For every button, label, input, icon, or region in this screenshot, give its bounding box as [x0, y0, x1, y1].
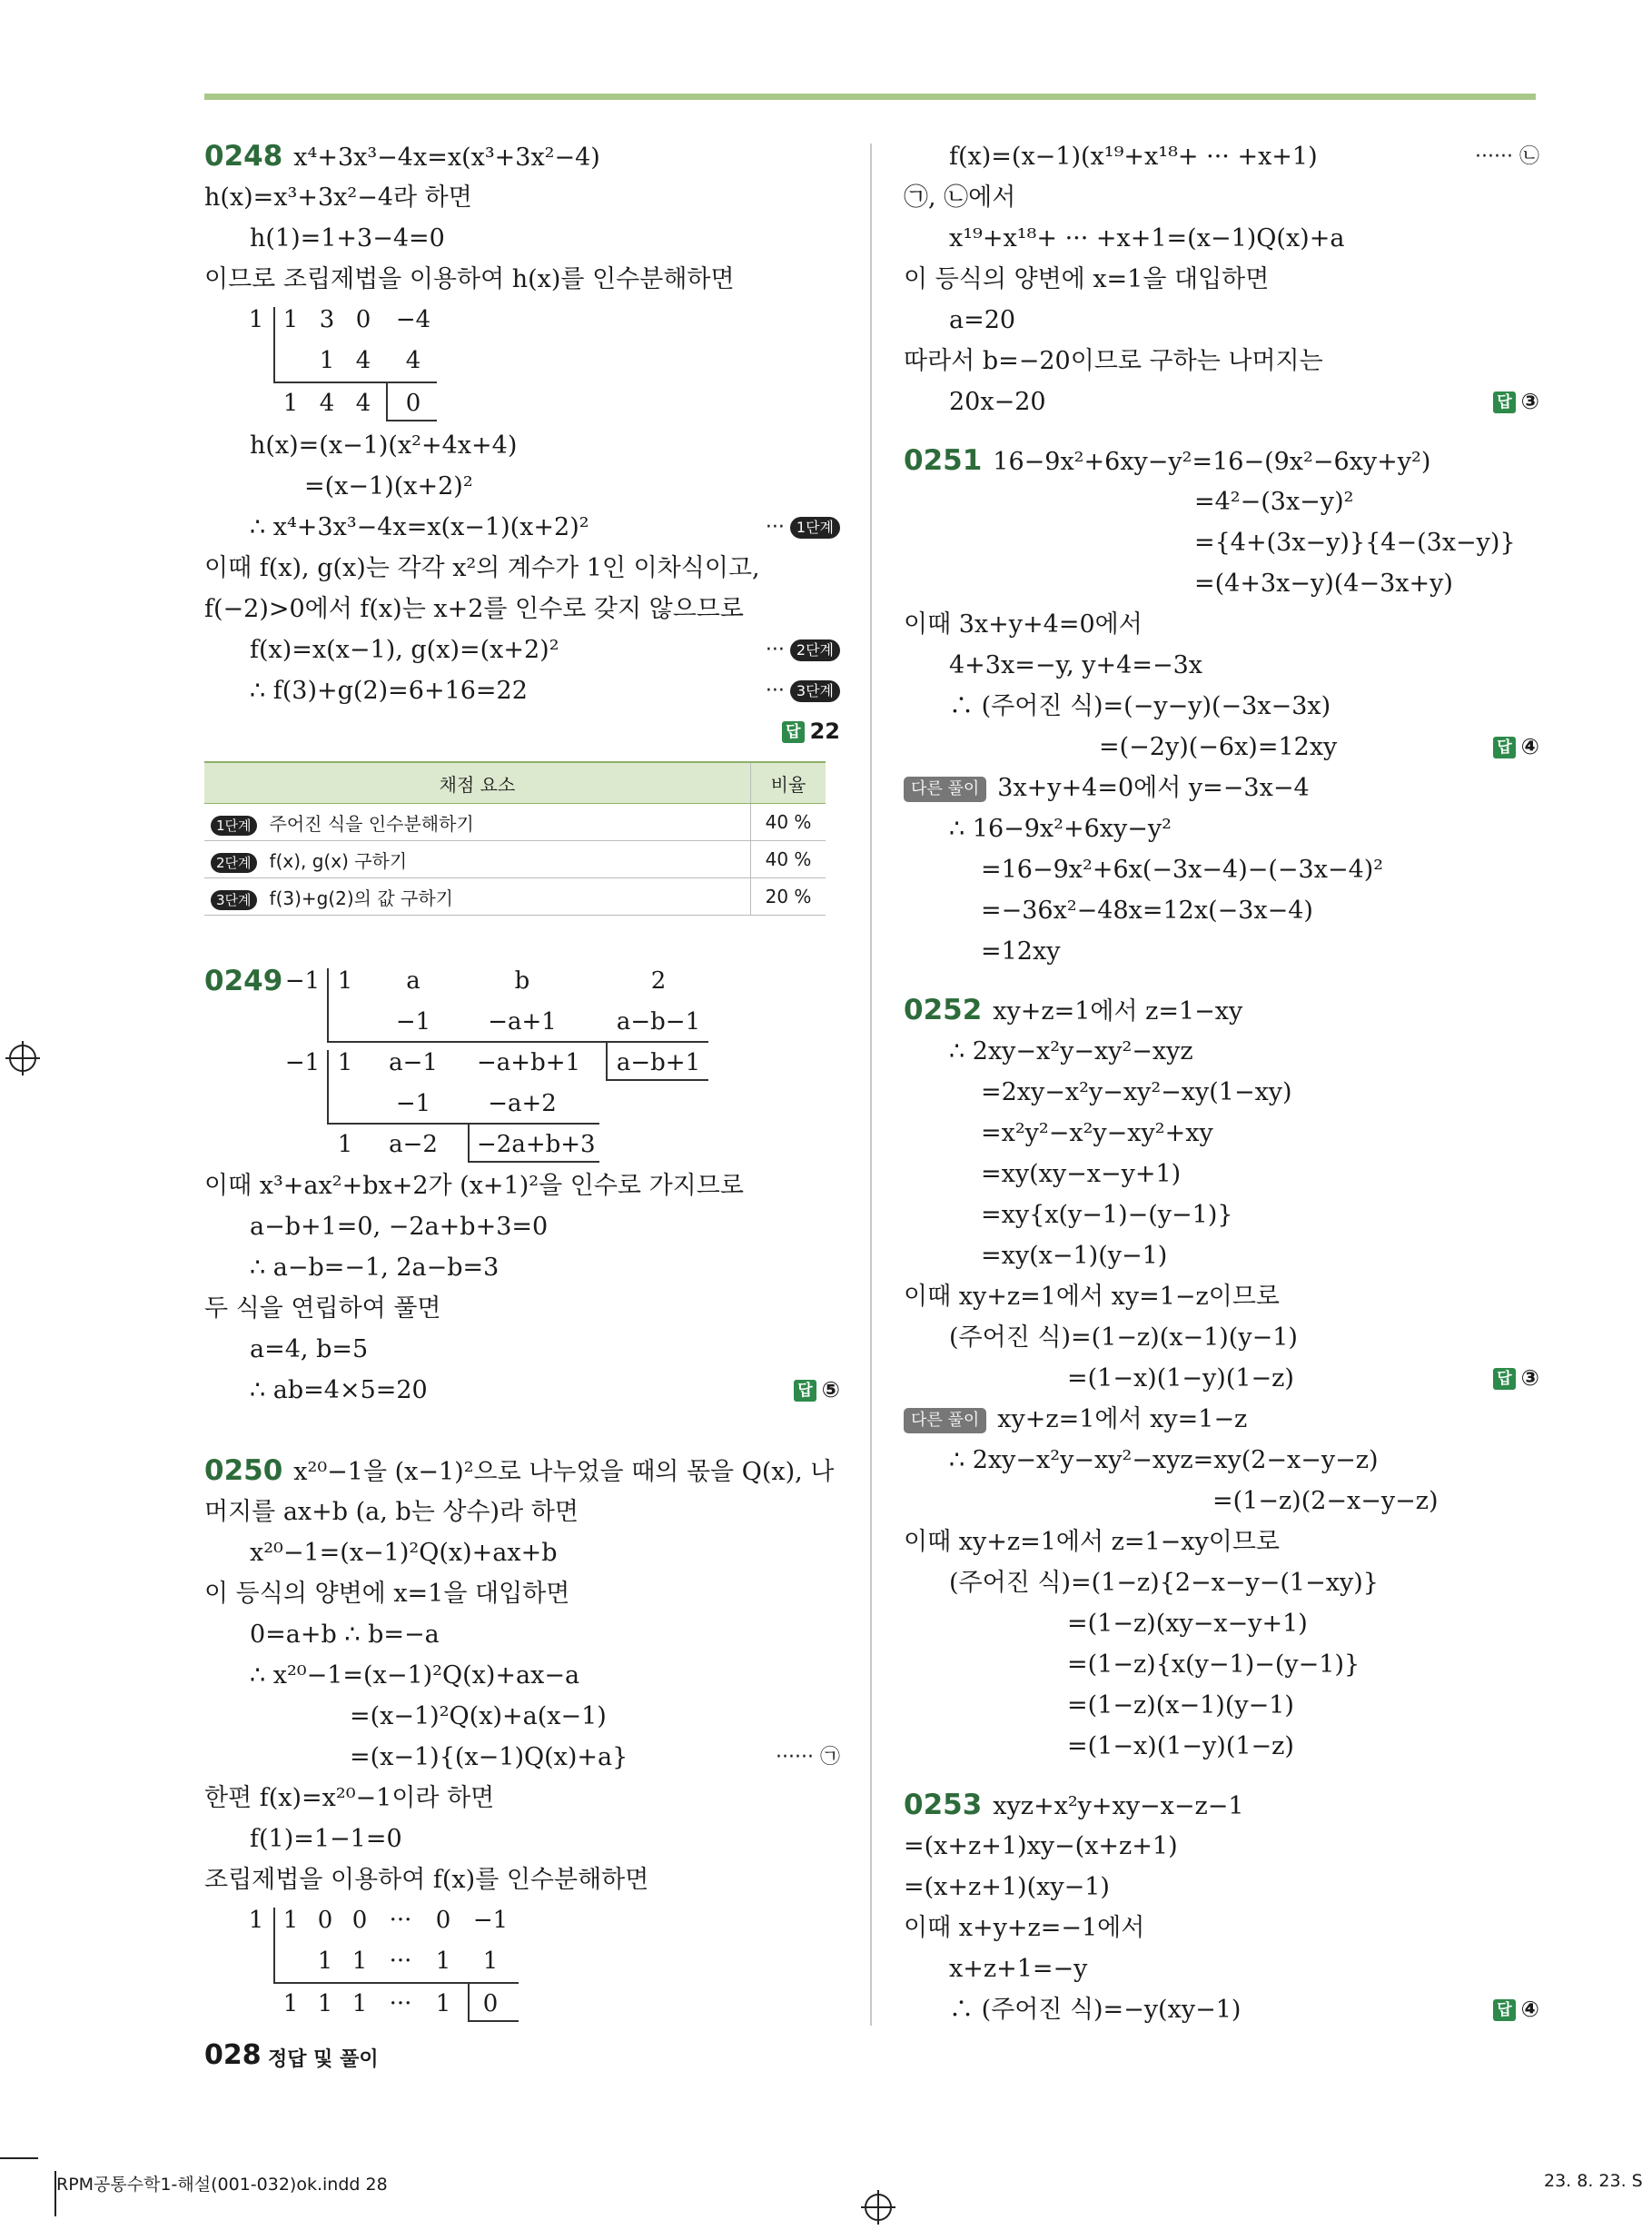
- synthetic-division: 1 1 3 0 −4 1 4 4 1 4 4 0: [204, 300, 840, 425]
- p248-line: 이때 f(x), g(x)는 각각 x²의 계수가 1인 이차식이고,: [204, 554, 760, 582]
- p248-line: f(x)=x(x−1), g(x)=(x+2)² ··· 2단계: [204, 629, 840, 670]
- alt-solution-badge: 다른 풀이: [904, 777, 986, 802]
- registration-mark-icon: [865, 2194, 892, 2221]
- p248-answer: [204, 711, 840, 752]
- answer: 답 ④: [1493, 1989, 1539, 2030]
- answer: 답 ④: [1493, 727, 1539, 768]
- print-date: 23. 8. 23. S: [1544, 2171, 1643, 2191]
- p248-line: f(−2)>0에서 f(x)는 x+2를 인수로 갖지 않으므로: [204, 595, 744, 623]
- synthetic-division: 1 1 0 0 ··· 0 −1 1 1 ··· 1 1 1 1 1 ··· 1 0: [204, 1900, 840, 2026]
- left-column: [204, 136, 840, 752]
- p249-line: ∴ a−b=−1, 2a−b=3: [250, 1254, 500, 1282]
- p248-line: 이므로 조립제법을 이용하여 h(x)를 인수분해하면: [204, 265, 735, 293]
- p248-line: 0248 x⁴+3x³−4x=x(x³+3x²−4): [204, 140, 600, 173]
- p249-block: [204, 961, 840, 1411]
- answer: 답 ③: [1493, 382, 1539, 422]
- answer: 답 ⑤: [794, 1370, 840, 1411]
- print-slug: RPM공통수학1-해설(001-032)ok.indd 28: [56, 2175, 388, 2195]
- p250-block: 0250 x²⁰−1을 (x−1)²으로 나누었을 때의 몫을 Q(x), 나 머지를 ax+b (a, b는 상수)라 하면 x²⁰−1=(x−1)²Q(x)+ax+b 이 등식의 양변에 x=1을 대입하면 0=a+b ∴ b=−a ∴ x²⁰−1=(x−1)²Q(x)+ax−a =(x−1)²Q(x)+a(x−1) =(x−1){(x−1)Q(x)+a} ······ ㉠ 한편 f(x)=x²⁰−1이라 하면 f(1)=1−1=0 조립제법을 이용하여 f(x)를 인수분해하면 1 1 0 0 ··· 0 −1 1 1 ··· 1 1 1 1 1 ··· 1 0: [204, 1451, 840, 2026]
- step-marker: ··· 1단계: [766, 507, 840, 548]
- crop-mark: [54, 2171, 56, 2216]
- crop-mark: [0, 2157, 38, 2159]
- p248-line: h(x)=(x−1)(x²+4x+4): [250, 431, 518, 460]
- column-divider: [870, 144, 872, 2026]
- problem-number: 0248: [204, 140, 283, 173]
- right-column: f(x)=(x−1)(x¹⁹+x¹⁸+ ··· +x+1) ······ ㉡ ㉠, ㉡에서 x¹⁹+x¹⁸+ ··· +x+1=(x−1)Q(x)+a 이 등식의 양변에 x=1을 대입하면 a=20 따라서 b=−20이므로 구하는 나머지는 20x−20 답 ③ 0251 16−9x²+6xy−y²=16−(9x²−6xy+y²) =4²−(3x−y)² ={4+(3x−y)}{4−(3x−y)} =(4+3x−y)(4−3x+y) 이때 3x+y+4=0에서 4+3x=−y, y+4=−3x ∴ (주어진 식)=(−y−y)(−3x−3x) =(−2y)(−6x)=12xy 답 ④ 다른 풀이 3x+y+4=0에서 y=−3x−4 ∴ 16−9x²+6xy−y² =16−9x²+6x(−3x−4)−(−3x−4)² =−36x²−48x=12x(−3x−4) =12xy 0252 xy+z=1에서 z=1−xy ∴ 2xy−x²y−xy²−xyz =2xy−x²y−xy²−xy(1−xy) =x²y²−x²y−xy²+xy =xy(xy−x−y+1) =xy{x(y−1)−(y−1)} =xy(x−1)(y−1) 이때 xy+z=1에서 xy=1−z이므로 (주어진 식)=(1−z)(x−1)(y−1) =(1−x)(1−y)(1−z) 답 ③ 다른 풀이 xy+z=1에서 xy=1−z ∴ 2xy−x²y−xy²−xyz=xy(2−x−y−z) =(1−z)(2−x−y−z) 이때 xy+z=1에서 z=1−xy이므로 (주어진 식)=(1−z){2−x−y−(1−xy)} =(1−z)(xy−x−y+1) =(1−z){x(y−1)−(y−1)} =(1−z)(x−1)(y−1) =(1−x)(1−y)(1−z) 0253 xyz+x²y+xy−x−z−1 =(x+z+1)xy−(x+z+1) =(x+z+1)(xy−1) 이때 x+y+z=−1에서 x+z+1=−y ∴ (주어진 식)=−y(xy−1) 답 ④: [904, 136, 1539, 2030]
- step-marker: ··· 3단계: [766, 670, 840, 711]
- p248-line: ∴ f(3)+g(2)=6+16=22 ··· 3단계: [204, 670, 840, 711]
- p248-line: h(1)=1+3−4=0: [250, 224, 445, 253]
- page-label: 정답 및 풀이: [268, 2048, 379, 2071]
- page-number: 028: [204, 2039, 262, 2071]
- p248-line: ∴ x⁴+3x³−4x=x(x−1)(x+2)² ··· 1단계: [204, 507, 840, 548]
- top-rule: [204, 94, 1536, 100]
- p249-line: a−b+1=0, −2a+b+3=0: [250, 1213, 549, 1241]
- alt-solution-badge: 다른 풀이: [904, 1408, 986, 1433]
- p249-line: 두 식을 연립하여 풀면: [204, 1294, 441, 1323]
- answer: 답 22: [782, 711, 840, 752]
- scoring-table: 채점 요소 비율 1단계 주어진 식을 인수분해하기 40 % 2단계 f(x), g(x) 구하기 40 % 3단계 f(3)+g(2)의 값 구하기 20 %: [204, 761, 826, 916]
- p249-line: ∴ ab=4×5=20 답 ⑤: [204, 1370, 840, 1411]
- divisor: 1: [248, 306, 264, 333]
- step-marker: ··· 2단계: [766, 629, 840, 670]
- synthetic-division: 0249 −1 1 a b 2 −1 −a+1 a−b−1 −1 1 a−1 −a+b+1 a−b+1 −1 −a+2 1 a−2 −2a+b+3: [204, 961, 840, 1165]
- answer: 답 ③: [1493, 1358, 1539, 1399]
- registration-mark-icon: [9, 1045, 36, 1072]
- p248-line: =(x−1)(x+2)²: [304, 472, 473, 501]
- p248-line: h(x)=x³+3x²−4라 하면: [204, 183, 472, 212]
- p249-line: a=4, b=5: [250, 1335, 369, 1363]
- p249-line: 이때 x³+ax²+bx+2가 (x+1)²을 인수로 가지므로: [204, 1172, 744, 1200]
